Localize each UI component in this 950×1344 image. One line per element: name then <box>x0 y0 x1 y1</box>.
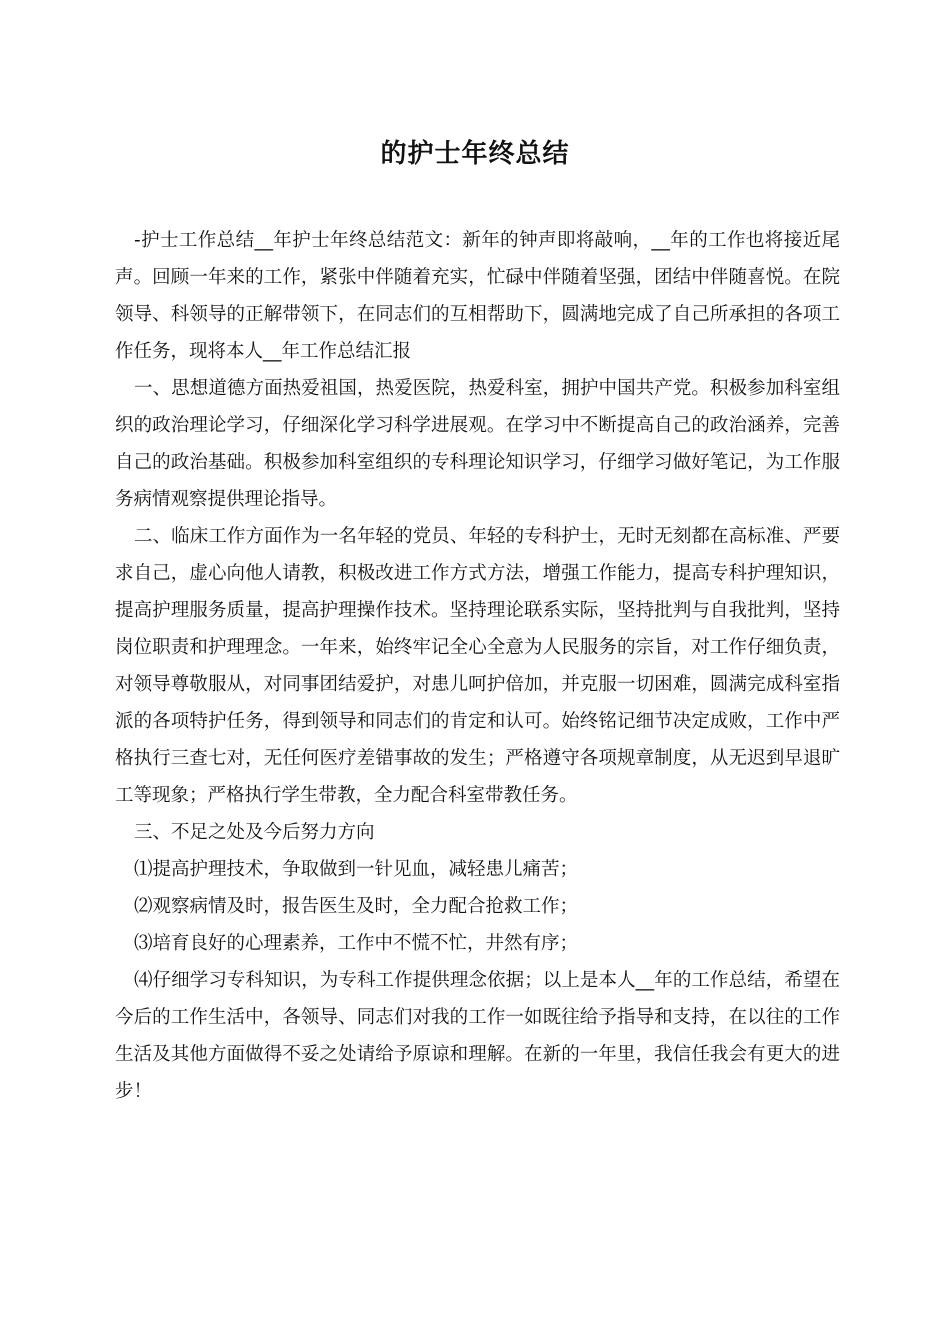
list-item-2: ⑵观察病情及时，报告医生及时，全力配合抢救工作； <box>134 896 579 917</box>
list-item-4: ⑷仔细学习专科知识，为专科工作提供理念依据；以上是本人__年的工作总结，希望在今后的工作生活中，各领导、同志们对我的工作一如既往给予指导和支持，在以往的工作生活及其他方面做得不妥之处请给予原谅和理解。在新的一年里，我信任我会有更大的进步！ <box>115 970 840 1102</box>
paragraph-section-2: 二、临床工作方面作为一名年轻的党员、年轻的专科护士，无时无刻都在高标准、严要求自己，虚心向他人请教，积极改进工作方式方法，增强工作能力，提高专科护理知识，提高护理服务质量，提高护理操作技术。坚持理论联系实际，坚持批判与自我批判，坚持岗位职责和护理理念。一年来，始终牢记全心全意为人民服务的宗旨，对工作仔细负责，对领导尊敬服从，对同事团结爱护，对患儿呵护倍加，并克服一切困难，圆满完成科室指派的各项特护任务，得到领导和同志们的肯定和认可。始终铭记细节决定成败，工作中严格执行三查七对，无任何医疗差错事故的发生；严格遵守各项规章制度，从无迟到早退旷工等现象；严格执行学生带教，全力配合科室带教任务。 <box>115 526 840 806</box>
list-item-1: ⑴提高护理技术，争取做到一针见血，减轻患儿痛苦； <box>134 859 579 880</box>
document-title: 的护士年终总结 <box>380 139 570 169</box>
paragraph-intro: -护士工作总结__年护士年终总结范文：新年的钟声即将敲响，__年的工作也将接近尾声。回顾一年来的工作，紧张中伴随着充实，忙碌中伴随着坚强，团结中伴随喜悦。在院领导、科领导的正解带领下，在同志们的互相帮助下，圆满地完成了自己所承担的各项工作任务，现将本人__年工作总结汇报 <box>115 230 840 362</box>
document-body <box>115 222 840 1110</box>
paragraph-section-3-heading: 三、不足之处及今后努力方向 <box>134 822 375 843</box>
paragraph-section-1: 一、思想道德方面热爱祖国，热爱医院，热爱科室，拥护中国共产党。积极参加科室组织的政治理论学习，仔细深化学习科学进展观。在学习中不断提高自己的政治涵养，完善自己的政治基础。积极参加科室组织的专科理论知识学习，仔细学习做好笔记，为工作服务病情观察提供理论指导。 <box>115 378 840 510</box>
list-item-3: ⑶培育良好的心理素养，工作中不慌不忙，井然有序； <box>134 933 579 954</box>
